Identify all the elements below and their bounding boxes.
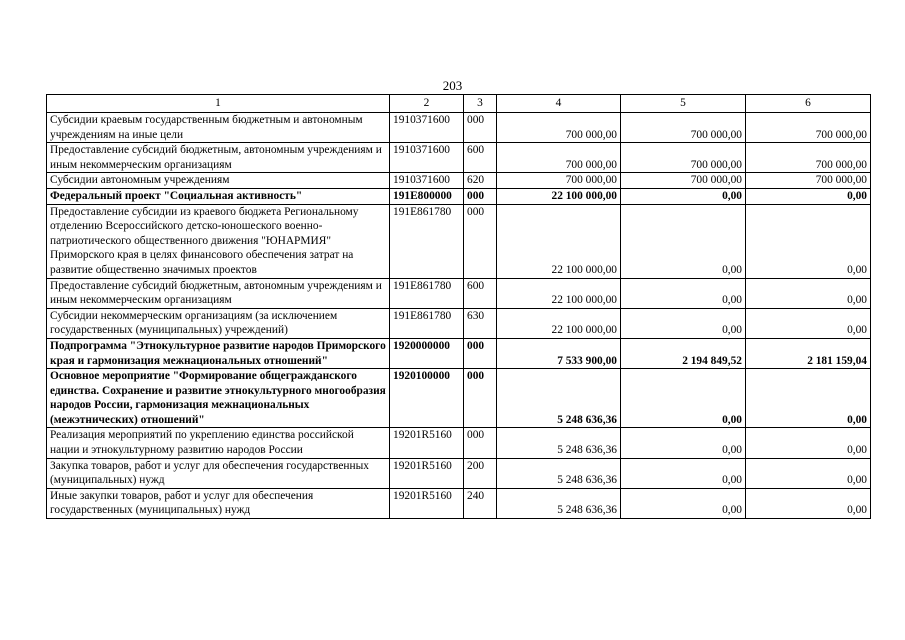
row-value-col4: 22 100 000,00 [497,188,621,204]
row-value-col6: 700 000,00 [746,143,871,173]
row-value-col6: 0,00 [746,369,871,428]
row-code-cell: 1910371600 [390,173,464,189]
page-number: 203 [442,78,463,93]
row-value-col4: 7 533 900,00 [497,338,621,368]
row-name-cell: Закупка товаров, работ и услуг для обеспечения государственных (муниципальных) нужд [47,458,390,488]
row-code-cell: 191E861780 [390,308,464,338]
row-name-cell: Иные закупки товаров, работ и услуг для обеспечения государственных (муниципальных) нужд [47,488,390,518]
row-name-cell: Субсидии некоммерческим организациям (за исключением государственных (муниципальных) учреждений) [47,308,390,338]
row-value-col5: 700 000,00 [621,173,746,189]
row-name-cell: Основное мероприятие "Формирование общегражданского единства. Сохранение и развитие этнокультурного многообразия народов России, гармонизация межнациональных (межэтнических) отношений" [47,369,390,428]
column-header: 2 [390,95,464,113]
row-type-cell: 620 [464,173,497,189]
row-code-cell: 19201R5160 [390,458,464,488]
row-value-col5: 0,00 [621,428,746,458]
table-row [47,428,871,458]
row-name-cell: Реализация мероприятий по укреплению единства российской нации и этнокультурному развитию народов России [47,428,390,458]
row-value-col5: 0,00 [621,488,746,518]
row-type-cell: 000 [464,428,497,458]
column-header: 6 [746,95,871,113]
row-code-cell: 1920000000 [390,338,464,368]
row-name-cell: Предоставление субсидий бюджетным, автономным учреждениям и иным некоммерческим организациям [47,278,390,308]
row-value-col6: 0,00 [746,428,871,458]
row-value-col6: 0,00 [746,204,871,278]
row-value-col5: 700 000,00 [621,143,746,173]
row-name-cell: Подпрограмма "Этнокультурное развитие народов Приморского края и гармонизация межнациональных отношений" [47,338,390,368]
row-value-col6: 700 000,00 [746,173,871,189]
column-header: 1 [47,95,390,113]
row-value-col6: 0,00 [746,308,871,338]
table-row [47,204,871,278]
row-value-col6: 0,00 [746,458,871,488]
row-name-cell: Федеральный проект "Социальная активность" [47,188,390,204]
row-name-cell: Субсидии краевым государственным бюджетным и автономным учреждениям на иные цели [47,113,390,143]
budget-table [46,94,871,519]
row-value-col5: 0,00 [621,188,746,204]
row-value-col4: 700 000,00 [497,113,621,143]
column-header: 4 [497,95,621,113]
row-value-col4: 22 100 000,00 [497,204,621,278]
row-value-col4: 22 100 000,00 [497,278,621,308]
row-type-cell: 000 [464,204,497,278]
table-row [47,143,871,173]
row-value-col4: 700 000,00 [497,143,621,173]
row-value-col6: 0,00 [746,488,871,518]
row-type-cell: 000 [464,113,497,143]
table-row [47,113,871,143]
row-type-cell: 000 [464,369,497,428]
row-value-col5: 0,00 [621,204,746,278]
table-row [47,369,871,428]
row-code-cell: 1910371600 [390,143,464,173]
row-name-cell: Предоставление субсидии из краевого бюджета Региональному отделению Всероссийского детско-юношеского военно-патриотического общественного движения "ЮНАРМИЯ" Приморского края в целях финансового обеспечения затрат на развитие общественно значимых проектов [47,204,390,278]
row-value-col5: 0,00 [621,308,746,338]
table-header-row [47,95,871,113]
table-row [47,488,871,518]
row-value-col5: 2 194 849,52 [621,338,746,368]
row-value-col4: 5 248 636,36 [497,428,621,458]
row-name-cell: Предоставление субсидий бюджетным, автономным учреждениям и иным некоммерческим организациям [47,143,390,173]
table-row [47,458,871,488]
row-value-col6: 0,00 [746,278,871,308]
row-code-cell: 19201R5160 [390,488,464,518]
row-code-cell: 191E861780 [390,204,464,278]
row-value-col4: 5 248 636,36 [497,488,621,518]
row-value-col4: 700 000,00 [497,173,621,189]
column-header: 5 [621,95,746,113]
row-code-cell: 19201R5160 [390,428,464,458]
row-code-cell: 191E861780 [390,278,464,308]
row-value-col6: 700 000,00 [746,113,871,143]
table-row [47,188,871,204]
row-value-col6: 2 181 159,04 [746,338,871,368]
row-type-cell: 000 [464,338,497,368]
row-value-col4: 5 248 636,36 [497,458,621,488]
table-row [47,173,871,189]
row-type-cell: 600 [464,278,497,308]
table-row [47,278,871,308]
row-value-col5: 0,00 [621,369,746,428]
row-type-cell: 000 [464,188,497,204]
row-type-cell: 600 [464,143,497,173]
row-value-col5: 700 000,00 [621,113,746,143]
row-type-cell: 630 [464,308,497,338]
table-row [47,338,871,368]
row-type-cell: 240 [464,488,497,518]
table-row [47,308,871,338]
row-code-cell: 1910371600 [390,113,464,143]
row-code-cell: 1920100000 [390,369,464,428]
row-value-col6: 0,00 [746,188,871,204]
row-type-cell: 200 [464,458,497,488]
row-name-cell: Субсидии автономным учреждениям [47,173,390,189]
column-header: 3 [464,95,497,113]
row-value-col5: 0,00 [621,278,746,308]
row-value-col4: 22 100 000,00 [497,308,621,338]
row-code-cell: 191E800000 [390,188,464,204]
row-value-col4: 5 248 636,36 [497,369,621,428]
row-value-col5: 0,00 [621,458,746,488]
